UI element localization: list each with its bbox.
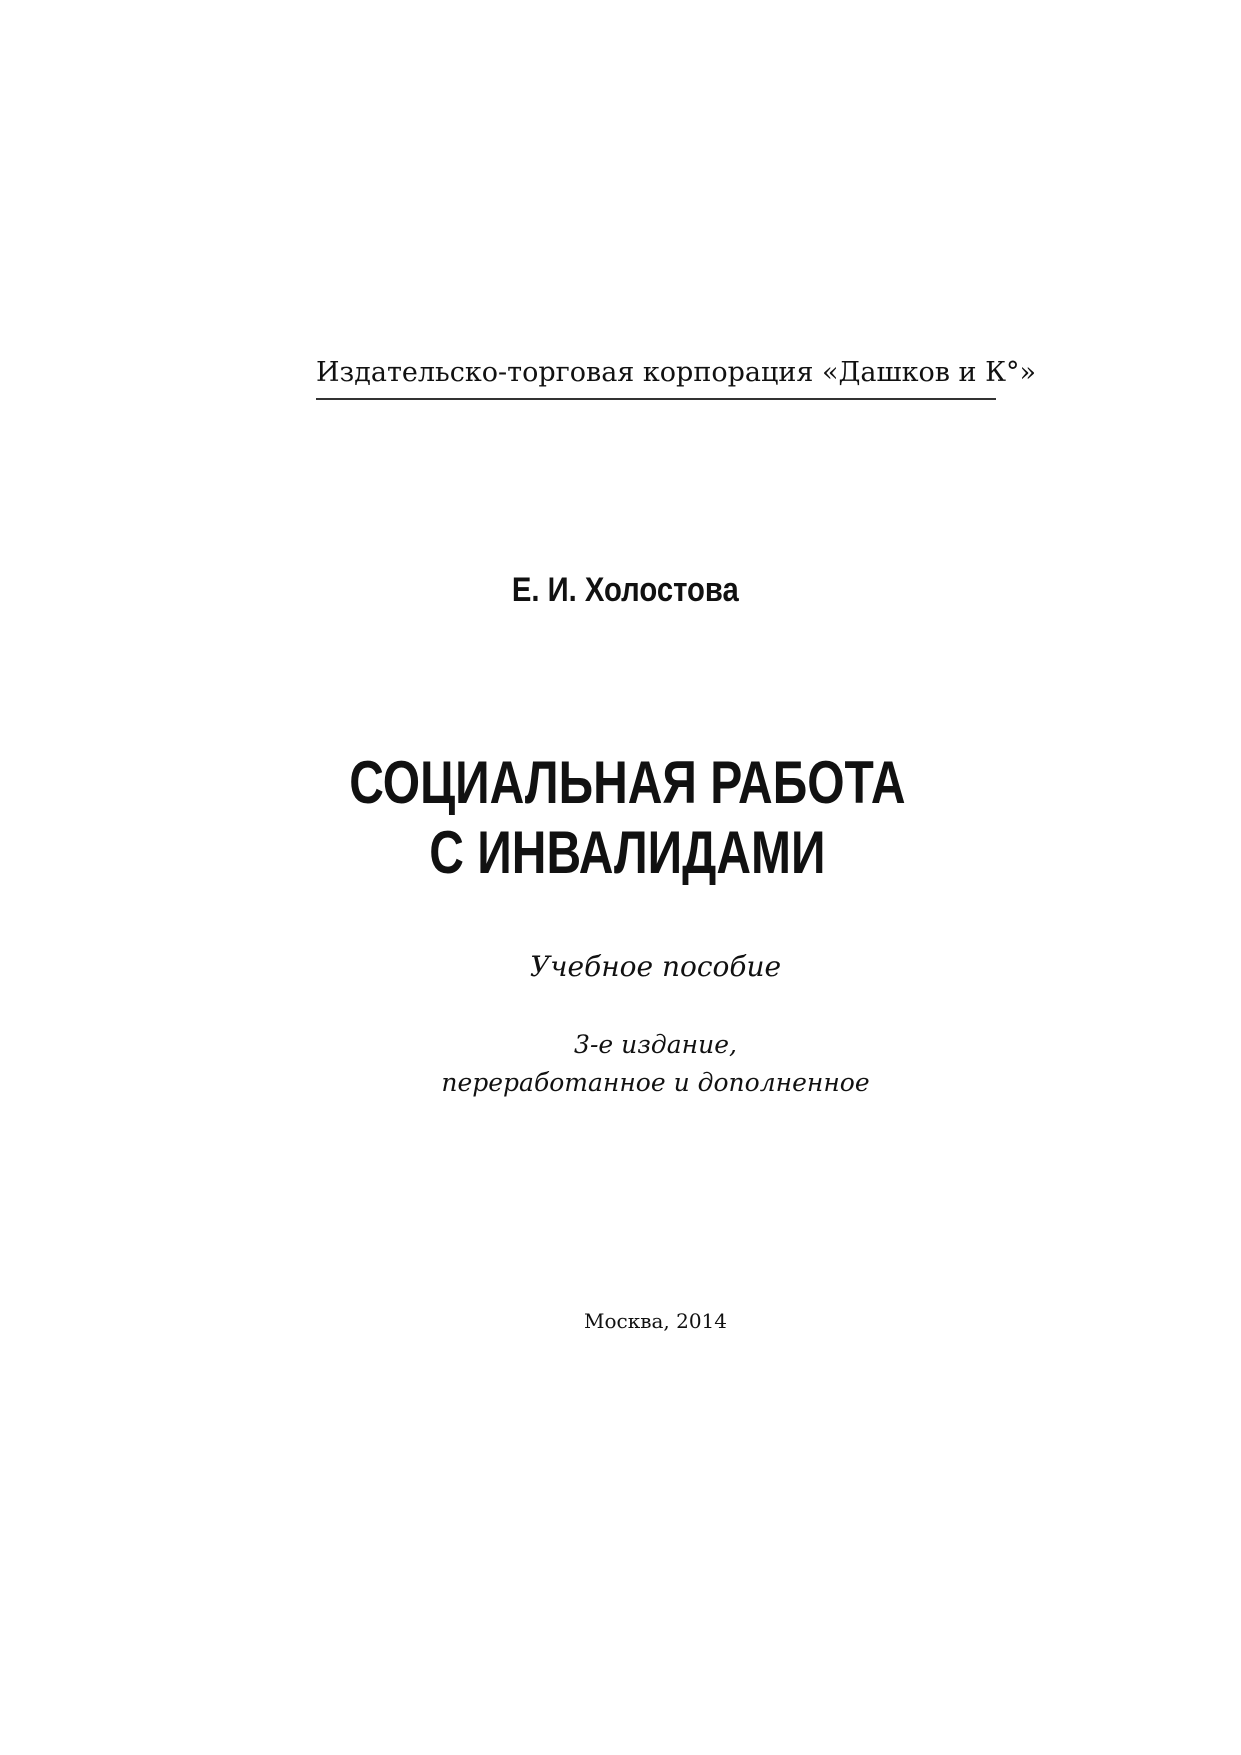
book-title-line-2: С ИНВАЛИДАМИ <box>429 819 826 886</box>
book-title-line-1: СОЦИАЛЬНАЯ РАБОТА <box>349 749 906 816</box>
author-name: Е. И. Холостова <box>511 571 739 609</box>
edition-line-2: переработанное и дополненное <box>441 1068 870 1097</box>
book-title <box>131 748 1124 888</box>
publisher-underline <box>316 398 996 400</box>
edition-line-1: 3-е издание, <box>574 1030 737 1059</box>
book-subtitle: Учебное пособие <box>529 950 782 983</box>
imprint-city-year: Москва, 2014 <box>583 1309 728 1333</box>
publisher-name: Издательско-торговая корпорация «Дашков и К°» <box>316 357 1037 388</box>
edition-info <box>0 1026 1241 1102</box>
